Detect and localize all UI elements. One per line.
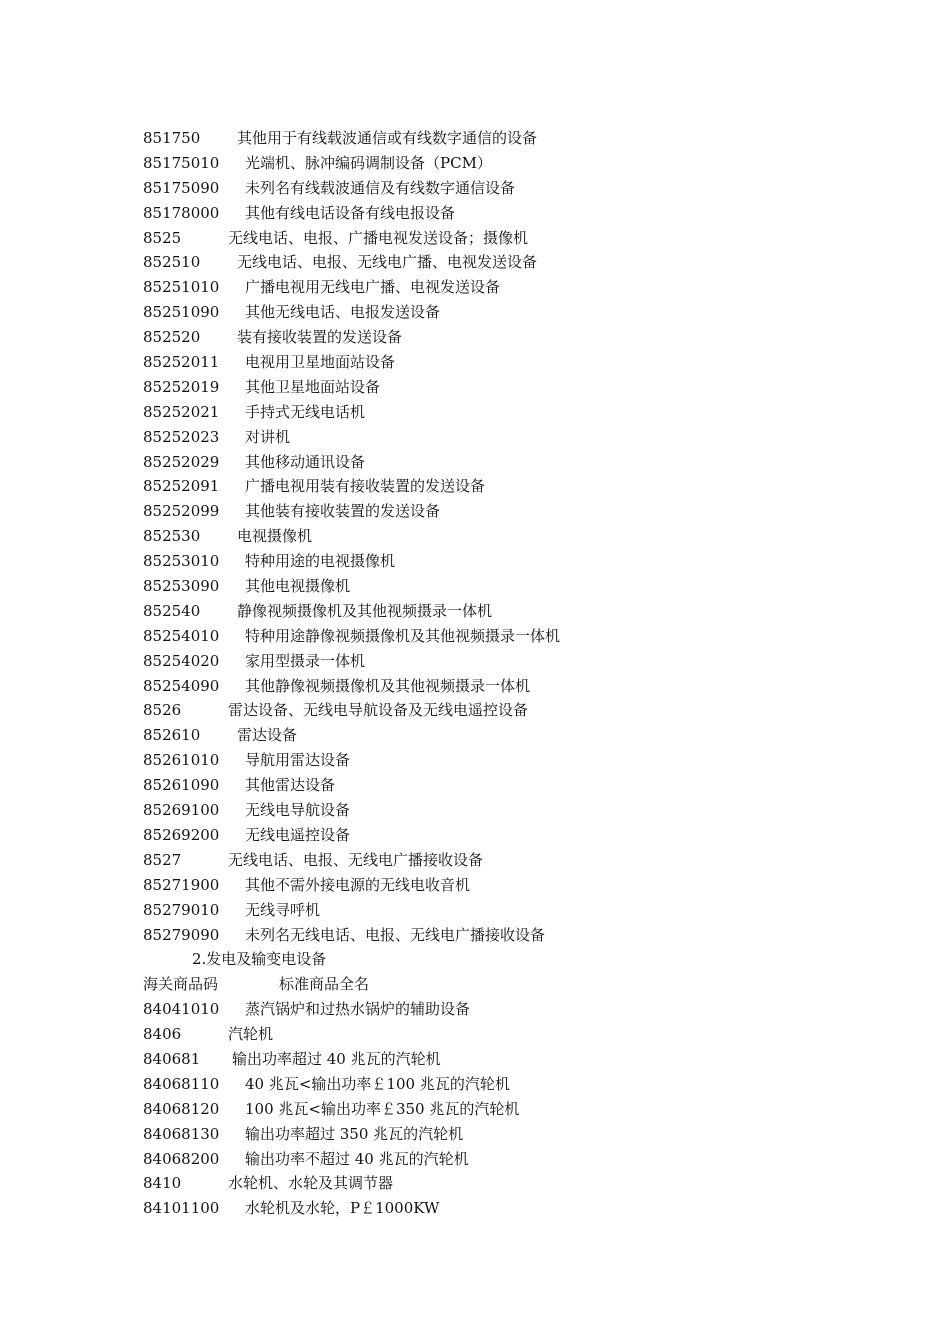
header-name-label: 标准商品全名 — [279, 975, 370, 994]
commodity-code: 851750 — [143, 129, 201, 147]
commodity-name: 其他卫星地面站设备 — [245, 377, 381, 396]
commodity-code: 84101100 — [143, 1199, 220, 1218]
commodity-name: 电视摄像机 — [237, 527, 313, 546]
commodity-name: 蒸汽锅炉和过热水锅炉的辅助设备 — [245, 1000, 471, 1019]
commodity-code: 852540 — [143, 601, 201, 620]
commodity-name: 水轮机及水轮，P￡1000KW — [245, 1199, 440, 1218]
commodity-name: 其他装有接收装置的发送设备 — [245, 502, 441, 521]
commodity-code: 84068200 — [143, 1149, 220, 1168]
commodity-name: 40 兆瓦<输出功率￡100 兆瓦的汽轮机 — [245, 1074, 510, 1093]
commodity-code: 85252091 — [143, 477, 220, 496]
section-title: 2.发电及输变电设备 — [192, 950, 327, 969]
commodity-name: 导航用雷达设备 — [245, 751, 351, 770]
commodity-name: 特种用途静像视频摄像机及其他视频摄录一体机 — [245, 626, 561, 645]
commodity-name: 无线电话、电报、无线电广播接收设备 — [228, 850, 484, 869]
commodity-code: 85254010 — [143, 626, 220, 645]
commodity-code: 85252029 — [143, 452, 220, 471]
commodity-name: 其他无线电话、电报发送设备 — [245, 303, 441, 322]
commodity-code: 85252011 — [143, 353, 220, 372]
commodity-name: 无线寻呼机 — [245, 900, 321, 919]
commodity-code: 8527 — [143, 850, 182, 869]
commodity-code: 85269200 — [143, 825, 220, 844]
commodity-code: 85253090 — [143, 577, 220, 596]
commodity-code: 85252023 — [143, 427, 220, 446]
commodity-name: 特种用途的电视摄像机 — [245, 552, 396, 571]
commodity-name: 对讲机 — [245, 427, 291, 446]
commodity-name: 广播电视用装有接收装置的发送设备 — [245, 477, 486, 496]
commodity-code: 85254020 — [143, 651, 220, 670]
commodity-name: 汽轮机 — [228, 1025, 274, 1044]
commodity-name: 未列名无线电话、电报、无线电广播接收设备 — [245, 925, 546, 944]
commodity-name: 未列名有线载波通信及有线数字通信设备 — [245, 178, 516, 197]
commodity-code: 85271900 — [143, 875, 220, 894]
commodity-code: 85253010 — [143, 552, 220, 571]
commodity-code: 84068130 — [143, 1124, 220, 1143]
commodity-code: 85254090 — [143, 676, 220, 695]
commodity-code: 852520 — [143, 328, 201, 347]
commodity-code: 8410 — [143, 1174, 182, 1193]
commodity-name: 输出功率超过 40 兆瓦的汽轮机 — [232, 1049, 441, 1068]
commodity-code: 85175090 — [143, 178, 220, 197]
commodity-name: 无线电话、电报、无线电广播、电视发送设备 — [237, 253, 538, 272]
commodity-code: 852610 — [143, 726, 201, 745]
commodity-code: 85279010 — [143, 900, 220, 919]
commodity-name: 静像视频摄像机及其他视频摄录一体机 — [237, 601, 493, 620]
commodity-code: 8526 — [143, 701, 182, 720]
commodity-name: 手持式无线电话机 — [245, 402, 366, 421]
commodity-code: 85178000 — [143, 203, 220, 222]
commodity-name: 其他静像视频摄像机及其他视频摄录一体机 — [245, 676, 531, 695]
commodity-code: 85252019 — [143, 377, 220, 396]
commodity-name: 输出功率超过 350 兆瓦的汽轮机 — [245, 1124, 464, 1143]
commodity-name: 雷达设备、无线电导航设备及无线电遥控设备 — [228, 701, 529, 720]
commodity-code: 85251010 — [143, 278, 220, 297]
commodity-code: 852530 — [143, 527, 201, 546]
commodity-code: 840681 — [143, 1049, 201, 1068]
commodity-code: 8406 — [143, 1025, 182, 1044]
commodity-code: 85175010 — [143, 153, 220, 172]
commodity-code: 84041010 — [143, 1000, 220, 1019]
commodity-name: 广播电视用无线电广播、电视发送设备 — [245, 278, 501, 297]
commodity-name: 家用型摄录一体机 — [245, 651, 366, 670]
commodity-code: 84068110 — [143, 1074, 220, 1093]
commodity-name: 无线电话、电报、广播电视发送设备；摄像机 — [228, 228, 529, 247]
commodity-name: 无线电遥控设备 — [245, 825, 351, 844]
commodity-code: 85251090 — [143, 303, 220, 322]
commodity-name: 电视用卫星地面站设备 — [245, 353, 396, 372]
commodity-name: 输出功率不超过 40 兆瓦的汽轮机 — [245, 1149, 469, 1168]
commodity-code: 84068120 — [143, 1099, 220, 1118]
commodity-name: 雷达设备 — [237, 726, 298, 745]
commodity-code: 85252021 — [143, 402, 220, 421]
commodity-code: 85261090 — [143, 776, 220, 795]
commodity-code: 85269100 — [143, 801, 220, 820]
commodity-name: 其他电视摄像机 — [245, 577, 351, 596]
commodity-code: 85252099 — [143, 502, 220, 521]
commodity-name: 装有接收装置的发送设备 — [237, 328, 403, 347]
commodity-code: 852510 — [143, 253, 201, 272]
commodity-code: 8525 — [143, 228, 182, 247]
commodity-name: 无线电导航设备 — [245, 801, 351, 820]
commodity-name: 光端机、脉冲编码调制设备（PCM） — [245, 153, 492, 172]
header-code-label: 海关商品码 — [143, 975, 219, 994]
commodity-code: 85279090 — [143, 925, 220, 944]
commodity-name: 其他雷达设备 — [245, 776, 336, 795]
commodity-name: 100 兆瓦<输出功率￡350 兆瓦的汽轮机 — [245, 1099, 520, 1118]
commodity-code: 85261010 — [143, 751, 220, 770]
commodity-name: 其他不需外接电源的无线电收音机 — [245, 875, 471, 894]
commodity-name: 其他移动通讯设备 — [245, 452, 366, 471]
commodity-name: 其他用于有线载波通信或有线数字通信的设备 — [237, 129, 538, 147]
commodity-name: 其他有线电话设备有线电报设备 — [245, 203, 456, 222]
commodity-name: 水轮机、水轮及其调节器 — [228, 1174, 394, 1193]
